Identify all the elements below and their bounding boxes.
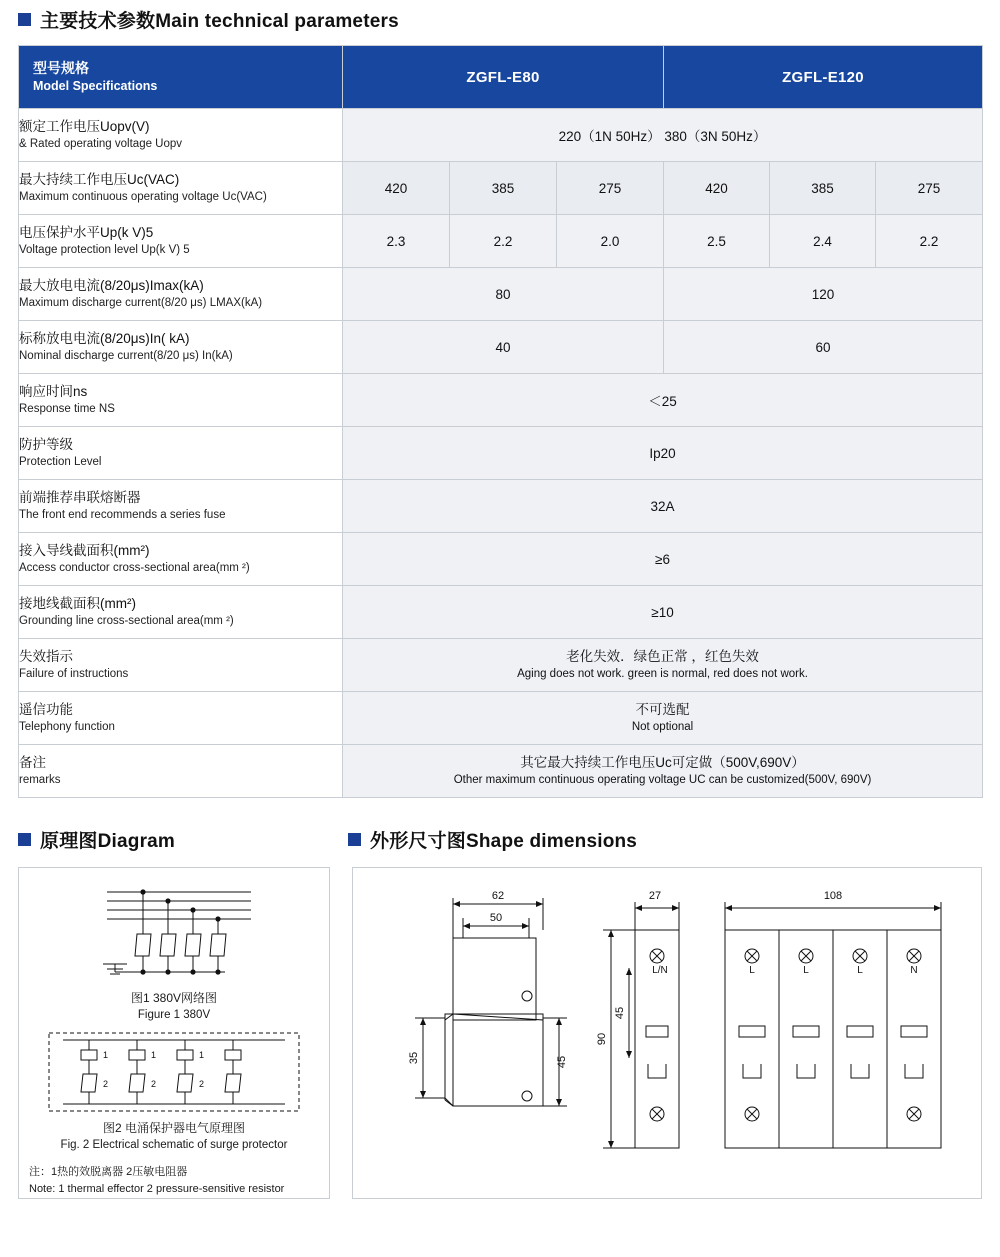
table-row [19,109,983,162]
section-header-diagram [18,826,348,853]
table-row [19,162,983,215]
row-label-series-fuse: 前端推荐串联熔断器 The front end recommends a series fuse [19,480,343,533]
row-label-protection-level: 防护等级 Protection Level [19,427,343,480]
square-marker-icon [18,833,31,846]
section-title-main-parameters: 主要技术参数Main technical parameters [40,11,399,32]
svg-text:1: 1 [103,1050,109,1060]
row-value-uc-5: 385 [770,162,876,215]
svg-text:2: 2 [103,1079,109,1089]
bottom-section-headers [18,820,982,865]
dim-front-inner-width: 50 [489,912,503,924]
row-value-remarks: 其它最大持续工作电压Uc可定做（500V,690V） Other maximum continuous operating voltage UC can be customized(500V, 690V) [343,745,983,798]
table-header-row [19,46,983,109]
table-row [19,480,983,533]
diagram-note: 注：1热的效脱离器 2压敏电阻器 Note: 1 thermal effector 2 pressure-sensitive resistor [29,1166,285,1195]
table-row [19,374,983,427]
row-value-rated-voltage: 220（1N 50Hz） 380（3N 50Hz） [343,109,983,162]
dimensions-panel [352,867,982,1199]
row-label-response-time: 响应时间ns Response time NS [19,374,343,427]
row-value-up-3: 2.0 [557,215,664,268]
svg-text:1: 1 [199,1050,205,1060]
label-pole-2: L [803,965,809,976]
figure1-caption: 图1 380V网络图 Figure 1 380V [130,991,218,1022]
table-row [19,215,983,268]
label-pole-3: L [857,965,863,976]
table-row [19,586,983,639]
table-row [19,533,983,586]
header-model-specifications [19,46,343,109]
row-value-imax-e120: 120 [664,268,983,321]
row-value-in-e120: 60 [664,321,983,374]
bottom-panels [18,867,982,1199]
row-label-max-discharge-current: 最大放电电流(8/20μs)Imax(kA) Maximum discharge current(8/20 μs) LMAX(kA) [19,268,343,321]
label-pole-4: N [910,965,918,976]
svg-text:1: 1 [151,1050,157,1060]
row-value-protection-level: Ip20 [343,427,983,480]
row-value-uc-2: 385 [450,162,557,215]
section-title-diagram: 原理图Diagram [40,831,176,852]
label-pole-1: L [749,965,755,976]
svg-text:2: 2 [151,1079,157,1089]
shape-dimensions-svg [353,868,981,1198]
section-title-shape-dimensions: 外形尺寸图Shape dimensions [370,831,638,852]
svg-text:2: 2 [199,1079,205,1089]
row-value-up-2: 2.2 [450,215,557,268]
dim-multi-width: 108 [823,890,843,902]
dim-front-height-right: 45 [556,1055,568,1069]
table-row [19,268,983,321]
table-row [19,692,983,745]
row-value-up-4: 2.5 [664,215,770,268]
dim-front-height-left: 35 [408,1051,420,1065]
row-value-up-1: 2.3 [343,215,450,268]
header-spec-cn: 型号规格 [33,60,89,77]
row-label-failure-indication: 失效指示 Failure of instructions [19,639,343,692]
row-label-voltage-protection-level: 电压保护水平Up(k V)5 Voltage protection level Up(k V) 5 [19,215,343,268]
row-value-series-fuse: 32A [343,480,983,533]
figure2-caption: 图2 电涌保护器电气原理图 Fig. 2 Electrical schematic of surge protector [60,1121,288,1152]
row-label-max-continuous-voltage: 最大持续工作电压Uc(VAC) Maximum continuous operating voltage Uc(VAC) [19,162,343,215]
diagram-panel [18,867,330,1199]
dim-side-width: 27 [648,890,662,902]
header-spec-en: Model Specifications [33,79,158,93]
table-row [19,321,983,374]
row-value-in-e80: 40 [343,321,664,374]
row-label-nominal-discharge-current: 标称放电电流(8/20μs)In( kA) Nominal discharge current(8/20 μs) In(kA) [19,321,343,374]
dim-side-inner-height: 45 [614,1006,626,1020]
header-model-e80: ZGFL-E80 [343,46,664,109]
section-header-main-parameters [18,6,982,33]
row-label-access-conductor-area: 接入导线截面积(mm²) Access conductor cross-sectional area(mm ²) [19,533,343,586]
row-value-uc-4: 420 [664,162,770,215]
header-model-e120: ZGFL-E120 [664,46,983,109]
row-value-uc-6: 275 [876,162,983,215]
row-value-failure-indication: 老化失效．绿色正常 ，红色失效 Aging does not work. green is normal, red does not work. [343,639,983,692]
row-value-imax-e80: 80 [343,268,664,321]
square-marker-icon [18,13,31,26]
square-marker-icon [348,833,361,846]
section-header-shape-dimensions [348,826,637,853]
row-label-grounding-line-area: 接地线截面积(mm²) Grounding line cross-sectional area(mm ²) [19,586,343,639]
row-value-up-6: 2.2 [876,215,983,268]
table-row [19,745,983,798]
dim-front-width: 62 [491,890,505,902]
row-value-access-conductor-area: ≥6 [343,533,983,586]
row-label-rated-voltage: 额定工作电压Uopv(V) & Rated operating voltage Uopv [19,109,343,162]
row-value-up-5: 2.4 [770,215,876,268]
row-value-grounding-line-area: ≥10 [343,586,983,639]
dim-side-total-height: 90 [596,1032,608,1046]
row-label-remarks: 备注 remarks [19,745,343,798]
row-value-uc-1: 420 [343,162,450,215]
row-value-uc-3: 275 [557,162,664,215]
specifications-table [18,45,983,798]
label-pole-single: L/N [652,965,668,976]
table-row [19,427,983,480]
row-value-response-time: ＜25 [343,374,983,427]
row-value-telephony-function: 不可选配 Not optional [343,692,983,745]
table-row [19,639,983,692]
row-label-telephony-function: 遥信功能 Telephony function [19,692,343,745]
page-root [0,6,1000,1257]
